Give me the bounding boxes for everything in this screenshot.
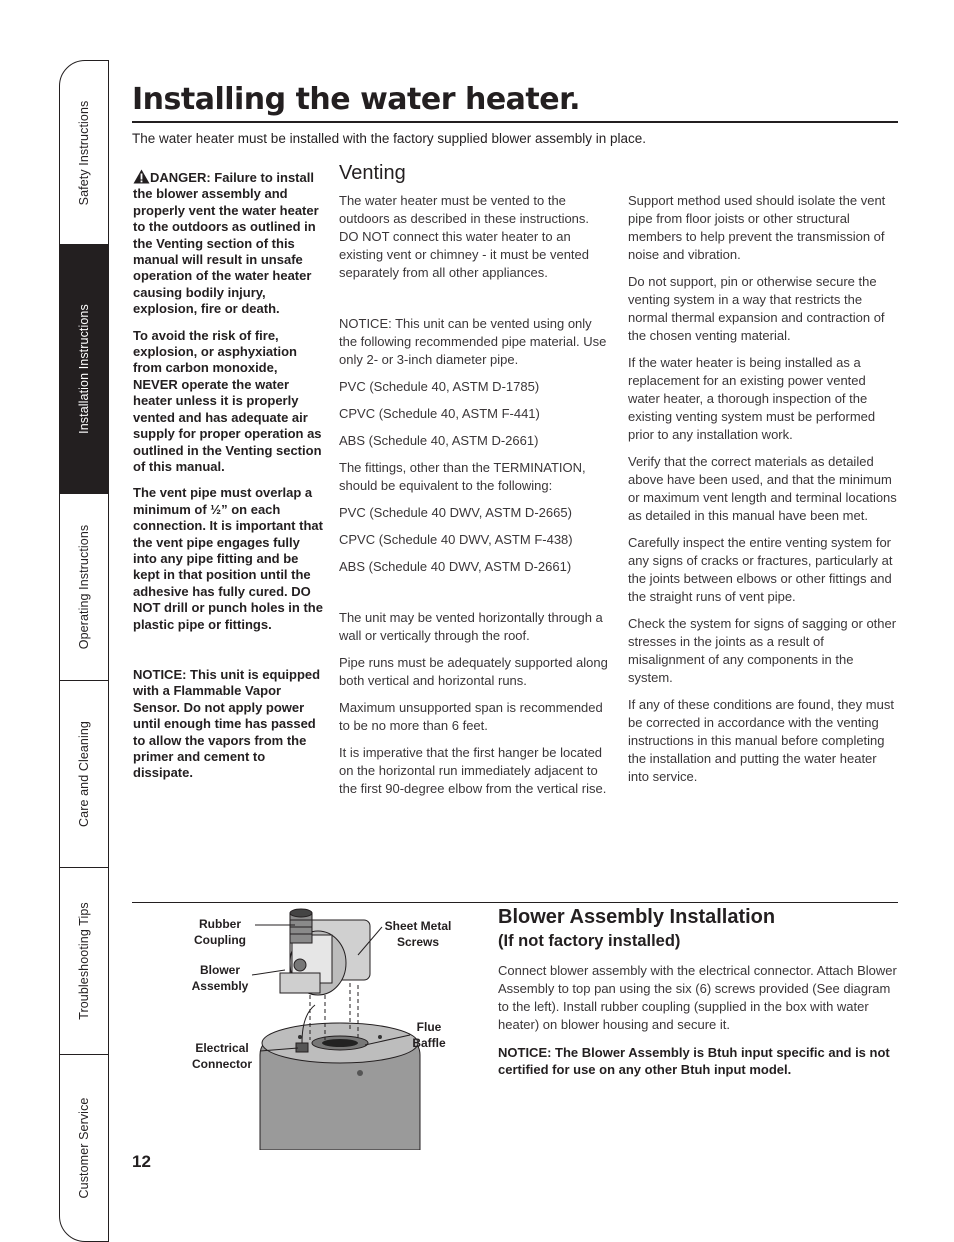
tab-label: Care and Cleaning [77,721,91,827]
label-flue-baffle: Flue Baffle [412,1020,446,1050]
blower-notice: NOTICE: The Blower Assembly is Btuh input specific and is not certified for use on any other Btuh input model. [498,1045,890,1077]
blower-instructions: Connect blower assembly with the electrical connector. Attach Blower Assembly to top pan using the six (6) screws provided (See diagram to the left). Install rubber coupling (supplied in the box with water heater) on blower housing and secure it. [498,963,897,1032]
tab-label: Safety Instructions [77,100,91,205]
venting-paragraph: Maximum unsupported span is recommended to be no more than 6 feet. [339,700,603,733]
tab-troubleshooting-tips[interactable] [59,867,109,1055]
venting-paragraph: Pipe runs must be adequately supported along both vertical and horizontal runs. [339,655,608,688]
tab-label: Operating Instructions [77,524,91,650]
venting-paragraph: Carefully inspect the entire venting system for any signs of cracks or fractures, particularly at the joints between elbows or other fittings and the straight runs of vent pipe. [628,535,893,604]
venting-paragraph: The fittings, other than the TERMINATION, should be equivalent to the following: [339,460,586,493]
warning-paragraph: The vent pipe must overlap a minimum of ½” on each connection. It is important that the vent pipe engages fully into any pipe fitting and be kept in that position until the adhesive has fully cured. DO NOT drill or punch holes in the plastic pipe or fittings. [133,485,323,632]
tab-operating-instructions[interactable] [59,493,109,681]
venting-paragraph: PVC (Schedule 40 DWV, ASTM D-2665) [339,505,572,520]
tab-label: Troubleshooting Tips [77,902,91,1020]
blower-heading: Blower Assembly Installation [498,906,776,928]
intro-text: The water heater must be installed with the factory supplied blower assembly in place. [132,131,647,146]
venting-paragraph: Verify that the correct materials as detailed above have been used, and that the minimum or maximum vent length and terminal locations as detailed in this manual have been met. [628,454,897,523]
danger-warning [133,169,323,318]
venting-paragraph: The unit may be vented horizontally through a wall or vertically through the roof. [339,610,603,643]
side-tabs [59,60,111,1199]
page-title: Installing the water heater. [132,82,581,117]
venting-paragraph: CPVC (Schedule 40 DWV, ASTM F-438) [339,532,573,547]
venting-paragraph: NOTICE: This unit can be vented using only the following recommended pipe material. Use only 2- or 3-inch diameter pipe. [339,316,607,367]
venting-paragraph: PVC (Schedule 40, ASTM D-1785) [339,379,540,394]
tab-customer-service[interactable] [59,1054,109,1242]
warnings-column [133,169,323,792]
warning-paragraph: To avoid the risk of fire, explosion, or asphyxiation from carbon monoxide, NEVER operate the water heater unless it is properly vented and has adequate air supply for proper operation as outlined in the Venting section of this manual. [133,327,322,474]
venting-paragraph: Do not support, pin or otherwise secure the venting system in a way that restricts the normal thermal expansion and contraction of the chosen venting material. [628,274,885,343]
venting-paragraph: The water heater must be vented to the outdoors as described in these instructions. DO NOT connect this water heater to an existing vent or chimney - it must be vented separately from all other appliances. [339,193,590,280]
venting-paragraph: ABS (Schedule 40, ASTM D-2661) [339,433,539,448]
tab-care-and-cleaning[interactable] [59,680,109,868]
tab-label: Installation Instructions [77,304,91,434]
venting-heading: Venting [339,162,406,184]
label-blower-assembly: Blower Assembly [191,963,249,993]
flammable-notice: NOTICE: This unit is equipped with a Flammable Vapor Sensor. Do not apply power until enough time has passed to allow the vapors from the primer and cement to dissipate. [133,666,321,781]
blower-subheading: (If not factory installed) [498,932,681,950]
page-number: 12 [132,1152,151,1171]
danger-word: DANGER: [150,170,211,185]
danger-text: Failure to install the blower assembly and properly vent the water heater to the outdoors as outlined in the Venting section of this manual will result in unsafe operation of the water heater causing bodily injury, explosion, fire or death. [133,170,319,317]
title-rule [132,121,898,123]
label-electrical-connector: Electrical Connector [192,1041,252,1071]
section-divider [132,902,898,903]
venting-column-2 [628,192,900,795]
venting-column-1 [339,192,611,807]
venting-paragraph: If the water heater is being installed as a replacement for an existing power vented water heater, a thorough inspection of the existing venting system must be performed prior to any installation work. [628,355,876,442]
venting-paragraph: It is imperative that the first hanger be located on the horizontal run immediately adjacent to the first 90-degree elbow from the vertical rise. [339,745,607,796]
venting-paragraph: CPVC (Schedule 40, ASTM F-441) [339,406,540,421]
label-rubber-coupling: Rubber Coupling [194,917,246,947]
warning-triangle-icon [133,169,150,184]
tab-installation-instructions[interactable] [59,244,109,494]
venting-paragraph: Check the system for signs of sagging or other stresses in the joints as a result of misalignment of any components in the system. [628,616,897,685]
venting-paragraph: Support method used should isolate the vent pipe from floor joists or other structural members to help prevent the transmission of noise and vibration. [628,193,886,262]
tab-safety-instructions[interactable] [59,60,109,245]
label-sheet-metal-screws: Sheet Metal Screws [384,919,452,949]
venting-paragraph: ABS (Schedule 40 DWV, ASTM D-2661) [339,559,572,574]
venting-paragraph: If any of these conditions are found, they must be corrected in accordance with the venting instructions in this manual before completing the installation and putting the water heater into service. [628,697,894,784]
tab-label: Customer Service [77,1097,91,1199]
